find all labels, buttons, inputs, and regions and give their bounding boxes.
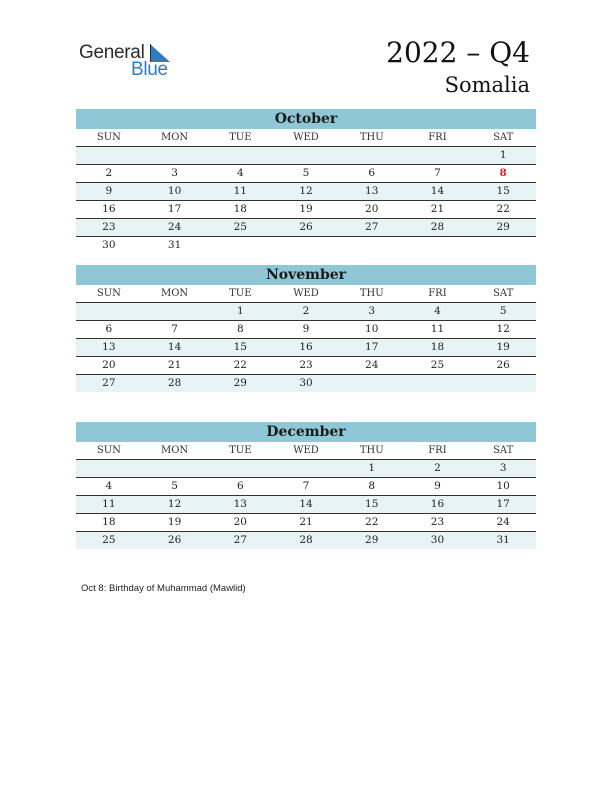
day-cell: 15 [365,498,379,510]
week-row [76,165,536,183]
day-cell: 24 [496,516,510,528]
day-cell: 6 [368,167,376,179]
day-cell: 17 [167,203,182,215]
day-cell: 14 [430,185,445,197]
weekday-label: MON [160,288,189,299]
weekday-label: TUE [229,132,252,143]
day-cell: 11 [233,185,247,197]
day-cell [76,460,142,477]
day-cell: 2 [434,462,441,474]
day-cell: 18 [430,341,445,353]
day-cell: 9 [105,185,113,197]
day-cell: 31 [496,534,510,546]
day-cell: 30 [102,239,116,251]
month-header: December [76,422,536,442]
day-cell: 19 [167,516,182,528]
logo-blue-text: Blue [131,59,168,80]
day-cell: 25 [102,534,116,546]
weekday-label: SAT [493,288,514,299]
day-cell: 10 [167,185,182,197]
weekday-label: MON [160,132,189,143]
day-cell: 20 [102,359,116,371]
day-cell [207,460,273,477]
day-cell: 27 [102,377,116,389]
weekday-label: FRI [428,288,447,299]
week-row [76,357,536,375]
day-cell: 27 [365,221,379,233]
day-cell [339,237,405,254]
day-cell: 22 [365,516,379,528]
day-cell: 28 [299,534,313,546]
week-row [76,339,536,357]
month-header: October [76,109,536,129]
weekday-label: TUE [229,445,252,456]
day-cell: 20 [365,203,379,215]
day-cell: 24 [365,359,379,371]
day-cell: 12 [167,498,182,510]
day-cell: 26 [167,534,182,546]
day-cell: 28 [167,377,182,389]
month-october [76,109,536,254]
day-cell: 28 [430,221,445,233]
holiday-day-cell: 8 [499,167,507,179]
weekday-label: THU [359,445,384,456]
day-cell: 1 [236,305,244,317]
day-cell: 21 [299,516,313,528]
weekday-label: SAT [493,445,514,456]
day-cell: 23 [430,516,445,528]
day-cell: 7 [302,480,310,492]
holiday-note: Oct 8: Birthday of Muhammad (Mawlid) [81,583,246,594]
day-cell: 31 [167,239,182,251]
day-cell: 11 [102,498,116,510]
day-cell: 24 [167,221,182,233]
day-cell: 1 [499,149,507,161]
day-cell [470,237,536,254]
weekday-header-row [76,442,536,460]
day-cell: 13 [365,185,379,197]
day-cell: 10 [496,480,510,492]
day-cell: 21 [167,359,182,371]
day-cell: 12 [299,185,313,197]
week-row [76,303,536,321]
day-cell: 19 [299,203,313,215]
day-cell: 14 [299,498,313,510]
weekday-label: SUN [96,445,121,456]
day-cell: 29 [233,377,247,389]
day-cell: 29 [365,534,379,546]
week-row [76,237,536,254]
day-cell: 23 [299,359,313,371]
day-cell: 15 [233,341,247,353]
day-cell: 4 [105,480,113,492]
week-row [76,496,536,514]
day-cell: 4 [236,167,244,179]
day-cell: 4 [434,305,441,317]
day-cell: 6 [105,323,113,335]
logo-general-text: General [79,42,145,63]
weekday-label: MON [160,445,189,456]
day-cell: 23 [102,221,116,233]
week-row [76,532,536,549]
generalblue-logo [79,42,189,82]
week-row [76,514,536,532]
month-november [76,265,536,392]
weekday-label: SUN [96,288,121,299]
day-cell: 17 [496,498,510,510]
day-cell: 30 [430,534,445,546]
day-cell [273,237,339,254]
day-cell [207,147,273,164]
day-cell: 22 [233,359,247,371]
day-cell: 5 [302,167,310,179]
page-title: 2022 – Q4 [386,36,530,69]
day-cell: 7 [171,323,178,335]
day-cell: 1 [368,462,376,474]
day-cell: 25 [233,221,247,233]
day-cell: 10 [365,323,379,335]
day-cell: 3 [171,167,178,179]
day-cell: 12 [496,323,510,335]
weekday-label: SAT [493,132,514,143]
day-cell: 27 [233,534,247,546]
day-cell: 19 [496,341,510,353]
day-cell: 7 [434,167,441,179]
week-row [76,183,536,201]
day-cell: 3 [368,305,376,317]
day-cell: 6 [236,480,244,492]
day-cell [142,460,208,477]
weekday-header-row [76,285,536,303]
day-cell [339,147,405,164]
weekday-label: THU [359,132,384,143]
day-cell [405,147,471,164]
month-header: November [76,265,536,285]
day-cell: 16 [299,341,313,353]
weekday-label: WED [293,132,319,143]
weekday-label: THU [359,288,384,299]
day-cell: 20 [233,516,247,528]
day-cell [142,303,208,320]
week-row [76,147,536,165]
day-cell: 18 [233,203,247,215]
week-row [76,460,536,478]
day-cell: 25 [430,359,445,371]
day-cell: 30 [299,377,313,389]
day-cell: 14 [167,341,182,353]
day-cell: 16 [430,498,445,510]
day-cell: 13 [233,498,247,510]
day-cell: 17 [365,341,379,353]
day-cell: 26 [299,221,313,233]
day-cell: 8 [236,323,244,335]
weekday-label: FRI [428,445,447,456]
day-cell: 21 [430,203,445,215]
day-cell: 11 [430,323,445,335]
day-cell: 9 [434,480,441,492]
week-row [76,201,536,219]
day-cell [76,303,142,320]
day-cell: 2 [302,305,310,317]
day-cell: 5 [171,480,178,492]
weekday-label: WED [293,445,319,456]
day-cell [405,375,471,392]
day-cell: 26 [496,359,510,371]
day-cell: 9 [302,323,310,335]
weekday-label: TUE [229,288,252,299]
week-row [76,375,536,392]
day-cell: 2 [105,167,113,179]
week-row [76,219,536,237]
weekday-label: FRI [428,132,447,143]
day-cell: 3 [499,462,507,474]
day-cell [339,375,405,392]
day-cell: 18 [102,516,116,528]
day-cell: 13 [102,341,116,353]
day-cell [273,147,339,164]
day-cell [207,237,273,254]
weekday-label: WED [293,288,319,299]
day-cell [273,460,339,477]
week-row [76,321,536,339]
week-row [76,478,536,496]
day-cell [405,237,471,254]
country-name: Somalia [444,73,530,97]
day-cell: 29 [496,221,510,233]
day-cell: 16 [102,203,116,215]
day-cell [142,147,208,164]
weekday-label: SUN [96,132,121,143]
day-cell: 8 [368,480,376,492]
day-cell [470,375,536,392]
weekday-header-row [76,129,536,147]
day-cell: 5 [499,305,507,317]
day-cell: 22 [496,203,510,215]
day-cell [76,147,142,164]
month-december [76,422,536,549]
day-cell: 15 [496,185,510,197]
